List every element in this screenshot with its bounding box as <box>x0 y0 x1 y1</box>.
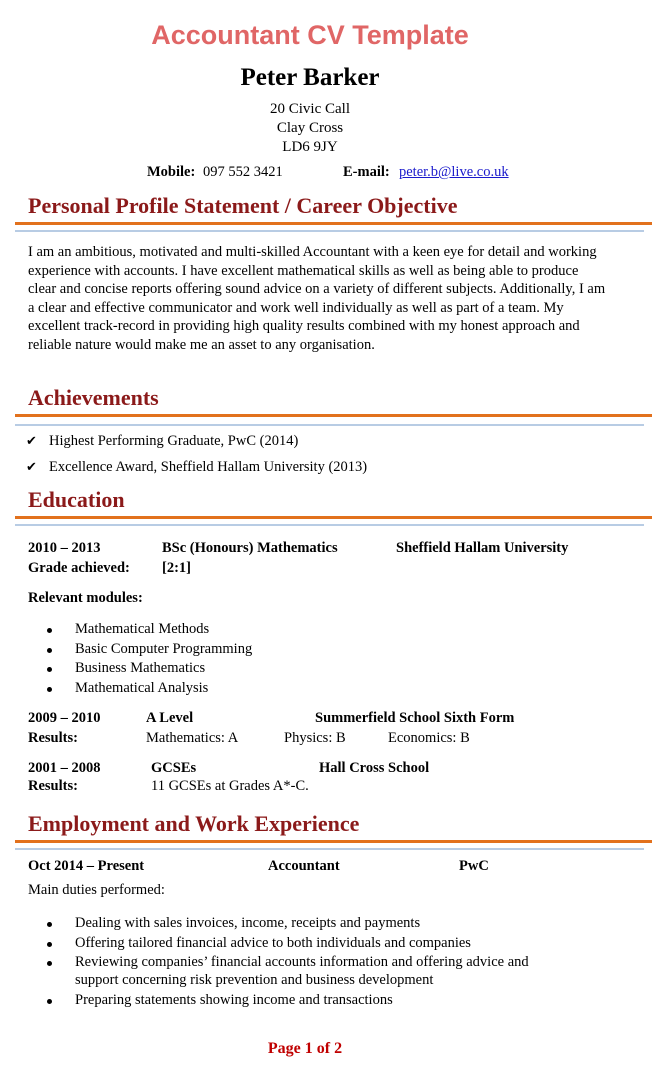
degree-dates: 2010 – 2013 <box>28 540 101 556</box>
duty-item: Preparing statements showing income and transactions <box>75 992 393 1008</box>
degree-qualification: BSc (Honours) Mathematics <box>162 540 338 556</box>
section-divider <box>15 222 652 225</box>
module-item: Mathematical Methods <box>75 621 210 637</box>
job-dates: Oct 2014 – Present <box>28 858 145 874</box>
gcse-dates: 2001 – 2008 <box>28 760 101 776</box>
bullet-icon <box>47 922 52 927</box>
duty-item: Dealing with sales invoices, income, receipts and payments <box>75 915 421 931</box>
mobile-label: Mobile: <box>147 164 196 180</box>
email-link[interactable]: peter.b@live.co.uk <box>399 164 509 180</box>
bullet-icon <box>47 961 52 966</box>
alevel-result: Mathematics: A <box>146 730 239 746</box>
bullet-icon <box>47 648 52 653</box>
duties-label: Main duties performed: <box>28 882 165 898</box>
section-heading-profile: Personal Profile Statement / Career Objective <box>28 193 458 218</box>
section-heading-education: Education <box>28 487 125 512</box>
candidate-name: Peter Barker <box>240 64 380 91</box>
document-title: Accountant CV Template <box>151 20 469 50</box>
grade-label: Grade achieved: <box>28 560 130 576</box>
duty-item-continued: support concerning risk prevention and business development <box>75 972 434 988</box>
section-divider <box>15 230 644 232</box>
bullet-icon <box>47 942 52 947</box>
email-label: E-mail: <box>343 164 390 180</box>
degree-institution: Sheffield Hallam University <box>396 540 569 556</box>
job-role: Accountant <box>268 858 340 874</box>
section-divider <box>15 424 644 426</box>
modules-label: Relevant modules: <box>28 590 143 606</box>
gcse-results: 11 GCSEs at Grades A*-C. <box>151 778 309 794</box>
gcse-qualification: GCSEs <box>151 760 197 776</box>
module-item: Business Mathematics <box>75 660 206 676</box>
alevel-result: Economics: B <box>388 730 470 746</box>
bullet-icon <box>47 667 52 672</box>
alevel-results-label: Results: <box>28 730 78 746</box>
gcse-results-label: Results: <box>28 778 78 794</box>
section-divider <box>15 848 644 850</box>
achievement-item: Highest Performing Graduate, PwC (2014) <box>49 433 299 449</box>
job-employer: PwC <box>459 858 489 874</box>
section-heading-employment: Employment and Work Experience <box>28 811 360 836</box>
section-divider <box>15 516 652 519</box>
address-line: 20 Civic Call <box>270 101 350 117</box>
checkmark-icon: ✔ <box>26 459 37 474</box>
duty-item: Offering tailored financial advice to both individuals and companies <box>75 935 471 951</box>
checkmark-icon: ✔ <box>26 433 37 448</box>
alevel-result: Physics: B <box>284 730 346 746</box>
bullet-icon <box>47 999 52 1004</box>
alevel-institution: Summerfield School Sixth Form <box>315 710 515 726</box>
gcse-institution: Hall Cross School <box>319 760 430 776</box>
mobile-number: 097 552 3421 <box>203 164 283 180</box>
bullet-icon <box>47 687 52 692</box>
duty-item: Reviewing companies’ financial accounts information and offering advice and <box>75 954 529 970</box>
profile-text: I am an ambitious, motivated and multi-skilled Accountant with a keen eye for detail and working experience with accounts. I have excellent mathematical skills as well as being able to produce clear and concise reports offering sound advice on a variety of different subjects. Additionally, I am a clear and effective communicator and work well individually as well as part of a team. My excellent track-record in providing high quality results combined with my honest approach and reliable nature would make me an asset to any organisation. <box>28 244 606 353</box>
address-line: Clay Cross <box>276 120 344 136</box>
address-line: LD6 9JY <box>282 139 338 155</box>
bullet-icon <box>47 628 52 633</box>
achievement-item: Excellence Award, Sheffield Hallam University (2013) <box>49 459 368 475</box>
section-divider <box>15 524 644 526</box>
section-divider <box>15 414 652 417</box>
module-item: Mathematical Analysis <box>75 680 209 696</box>
section-divider <box>15 840 652 843</box>
module-item: Basic Computer Programming <box>75 641 253 657</box>
alevel-dates: 2009 – 2010 <box>28 710 101 726</box>
alevel-qualification: A Level <box>146 710 194 726</box>
page-number: Page 1 of 2 <box>267 1040 343 1057</box>
section-heading-achievements: Achievements <box>28 385 159 410</box>
grade-value: [2:1] <box>162 560 191 576</box>
